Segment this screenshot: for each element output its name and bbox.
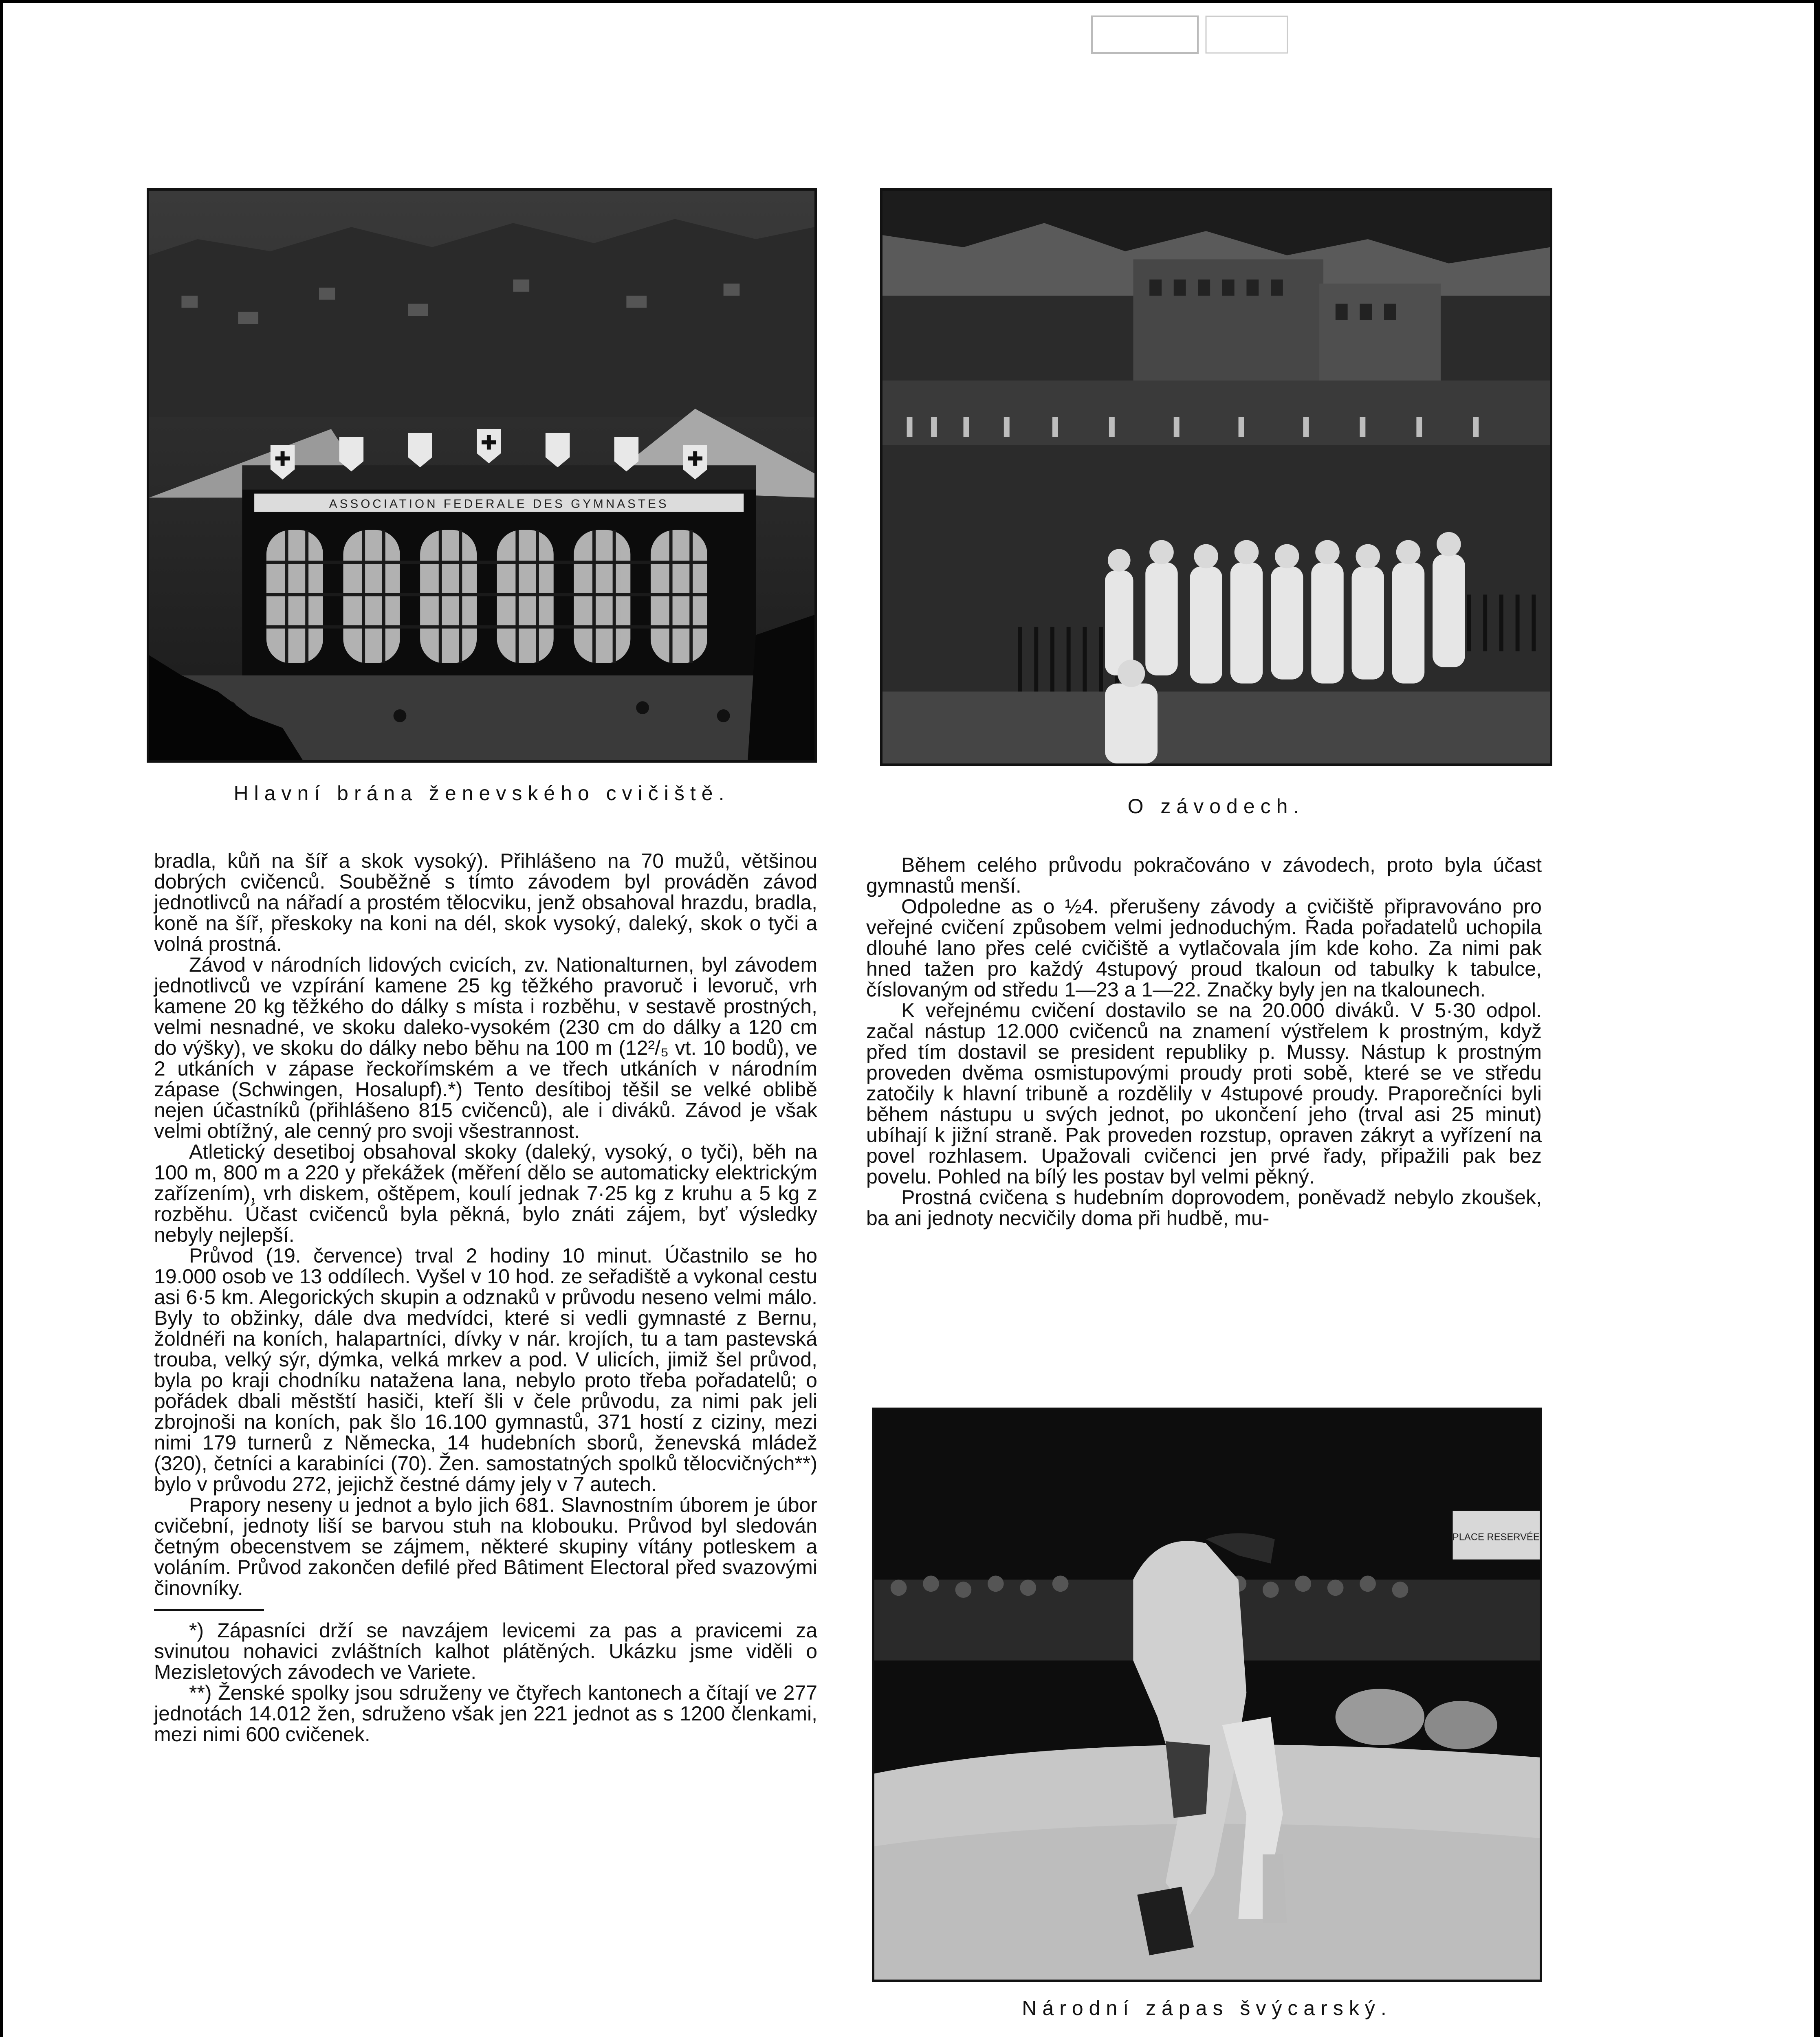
gate-banner-text: ASSOCIATION FEDERALE DES GYMNASTES [329, 497, 669, 511]
footnote: *) Zápasníci drží se navzájem levicemi za pas a pravicemi za svinutou nohavici zvláštních kalhot plátěných. Ukázku jsme viděli o Mezisletových závodech ve Variete. [154, 1619, 817, 1683]
footnote-rule [154, 1609, 264, 1611]
left-paragraph: bradla, kůň na šíř a skok vysoký). Přihlášeno na 70 mužů, většinou dobrých cvičenců. Souběžně s tímto závodem byl prováděn závod jednotlivců na nářadí a prostém tělocviku, jenž obsahoval hrazdu, bradla, koně na šíř, přeskoky na koni na dél, skok vysoký, daleký, skok o tyči a volná prostná. [154, 849, 817, 955]
left-paragraph: Prapory neseny u jednot a bylo jich 681. Slavnostním úborem je úbor cvičební, jednoty liší se barvou stuh na klobouku. Průvod byl sledován četným obecenstvem se zájmem, některé skupiny vítány potleskem a voláním. Průvod zakončen defilé před Bâtiment Electoral před svazovými činovníky. [154, 1494, 817, 1599]
gate-photo [147, 188, 817, 763]
footnote: **) Ženské spolky jsou sdruženy ve čtyřech kantonech a čítají ve 277 jednotách 14.012 žen, sdruženo však jen 221 jednot as s 1200 členkami, mezi nimi 600 cvičenek. [154, 1681, 817, 1746]
right-paragraph: Odpoledne as o ½4. přerušeny závody a cvičiště připravováno pro veřejné cvičení způsobem velmi jednoduchým. Řada pořadatelů uchopila dlouhé lano přes celé cvičiště a vytlačovala jím kde koho. Za nimi pak hned tažen pro každý 4stupový proud tkaloun od tabulky k tabulce, číslovaným od středu 1—23 a 1—22. Značky byly jen na tkalounech. [866, 895, 1542, 1001]
right-paragraph: K veřejnému cvičení dostavilo se na 20.000 diváků. V 5·30 odpol. začal nástup 12.000 cvičenců na znamení výstřelem k prostným, když před tím dostavil se president republiky p. Mussy. Nástup k prostným proveden dvěma osmistupovými proudy proti sobě, které se ve středu zatočily k hlavní tribuně a rozdělily v 4stupové proudy. Praporečníci byli během nástupu u svých jednot, po ukončení jeho (trval asi 25 minut) ubíhají k jižní straně. Pak proveden rozstup, opraven zákryt a vyřízení na povel rozhlasem. Upažovali cvičenci jen prvé řady, připažili pak bez povelu. Pohled na bílý les postav byl velmi pěkný. [866, 999, 1542, 1188]
left-paragraph: Průvod (19. července) trval 2 hodiny 10 minut. Účastnilo se ho 19.000 osob ve 13 oddílech. Vyšel v 10 hod. ze seřadiště a vykonal cestu asi 6·5 km. Alegorických skupin a odznaků v průvodu neseno velmi málo. Byly to obžinky, dále dva medvídci, které si vedli gymnasté z Bernu, žoldnéři na koních, halapartníci, dívky v nár. krojích, tu a tam pastevská trouba, velký sýr, dýmka, velká mrkev a pod. V ulicích, jimiž šel průvod, byla po kraji chodníku natažena lana, nebylo proto třeba pořadatelů; o pořádek dbali městští hasiči, kteří šli v čele průvodu, za nimi pak jeli zbrojnoši na koních, pak šlo 16.100 gymnastů, 371 hostí z ciziny, mezi nimi 179 turnerů z Německa, 14 hudebních sborů, ženevská mládež (320), četníci a karabiníci (70). Žen. samostatných spolků tělocvičných**) bylo v průvodu 272, jejichž čestné dámy jely v 7 autech. [154, 1244, 817, 1496]
wrestling-photo [872, 1408, 1542, 1982]
left-paragraph: Atletický desetiboj obsahoval skoky (daleký, vysoký, o tyči), běh na 100 m, 800 m a 220 y překážek (měření dělo se automaticky elektrickým zařízením), vrh diskem, oštěpem, koulí jednak 7·25 kg z kruhu a 5 kg z rozběhu. Účast cvičenců byla pěkná, bylo znáti zájem, byť výsledky nebyly nejlepší. [154, 1140, 817, 1246]
left-paragraph: Závod v národních lidových cvicích, zv. Nationalturnen, byl závodem jednotlivců ve vzpírání kamene 25 kg těžkého pravoruč i levoruč, vrh kamene 20 kg těžkého do dálky s místa i rozběhu, v sestavě prostných, velmi nesnadné, ve skoku daleko-vysokém (230 cm do dálky a 120 cm do výšky), ve skoku do dálky nebo běhu na 100 m (12²/₅ vt. 10 bodů), ve 2 utkáních v zápase řeckořímském a ve třech utkáních v národním zápase (Schwingen, Hosalupf).*) Tento desítiboj těšil se velké oblibě nejen účastníků (přihlášeno 815 cvičenců), ale i diváků. Závod je však velmi obtížný, ale cenný pro svoji všestrannost. [154, 953, 817, 1142]
archive-stamp-mark [1076, 8, 1320, 73]
scan-edge-top [0, 0, 1820, 3]
scan-edge-left [0, 0, 3, 2037]
right-paragraph: Během celého průvodu pokračováno v závodech, proto byla účast gymnastů menší. [866, 854, 1542, 897]
gate-photo-caption: Hlavní brána ženevského cvičiště. [233, 782, 730, 805]
wrestling-sign-text: PLACE RESERVÉE [1452, 1531, 1540, 1543]
left-text-column [154, 851, 817, 1745]
right-text-column [866, 855, 1542, 1229]
scan-edge-right [1814, 0, 1820, 2037]
wrestling-photo-caption: Národní zápas švýcarský. [1022, 1997, 1392, 2019]
right-paragraph: Prostná cvičena s hudebním doprovodem, poněvadž nebylo zkoušek, ba ani jednoty necvičily doma při hudbě, mu- [866, 1186, 1542, 1230]
competition-photo-caption: O závodech. [1127, 795, 1305, 818]
competition-photo [880, 188, 1552, 766]
